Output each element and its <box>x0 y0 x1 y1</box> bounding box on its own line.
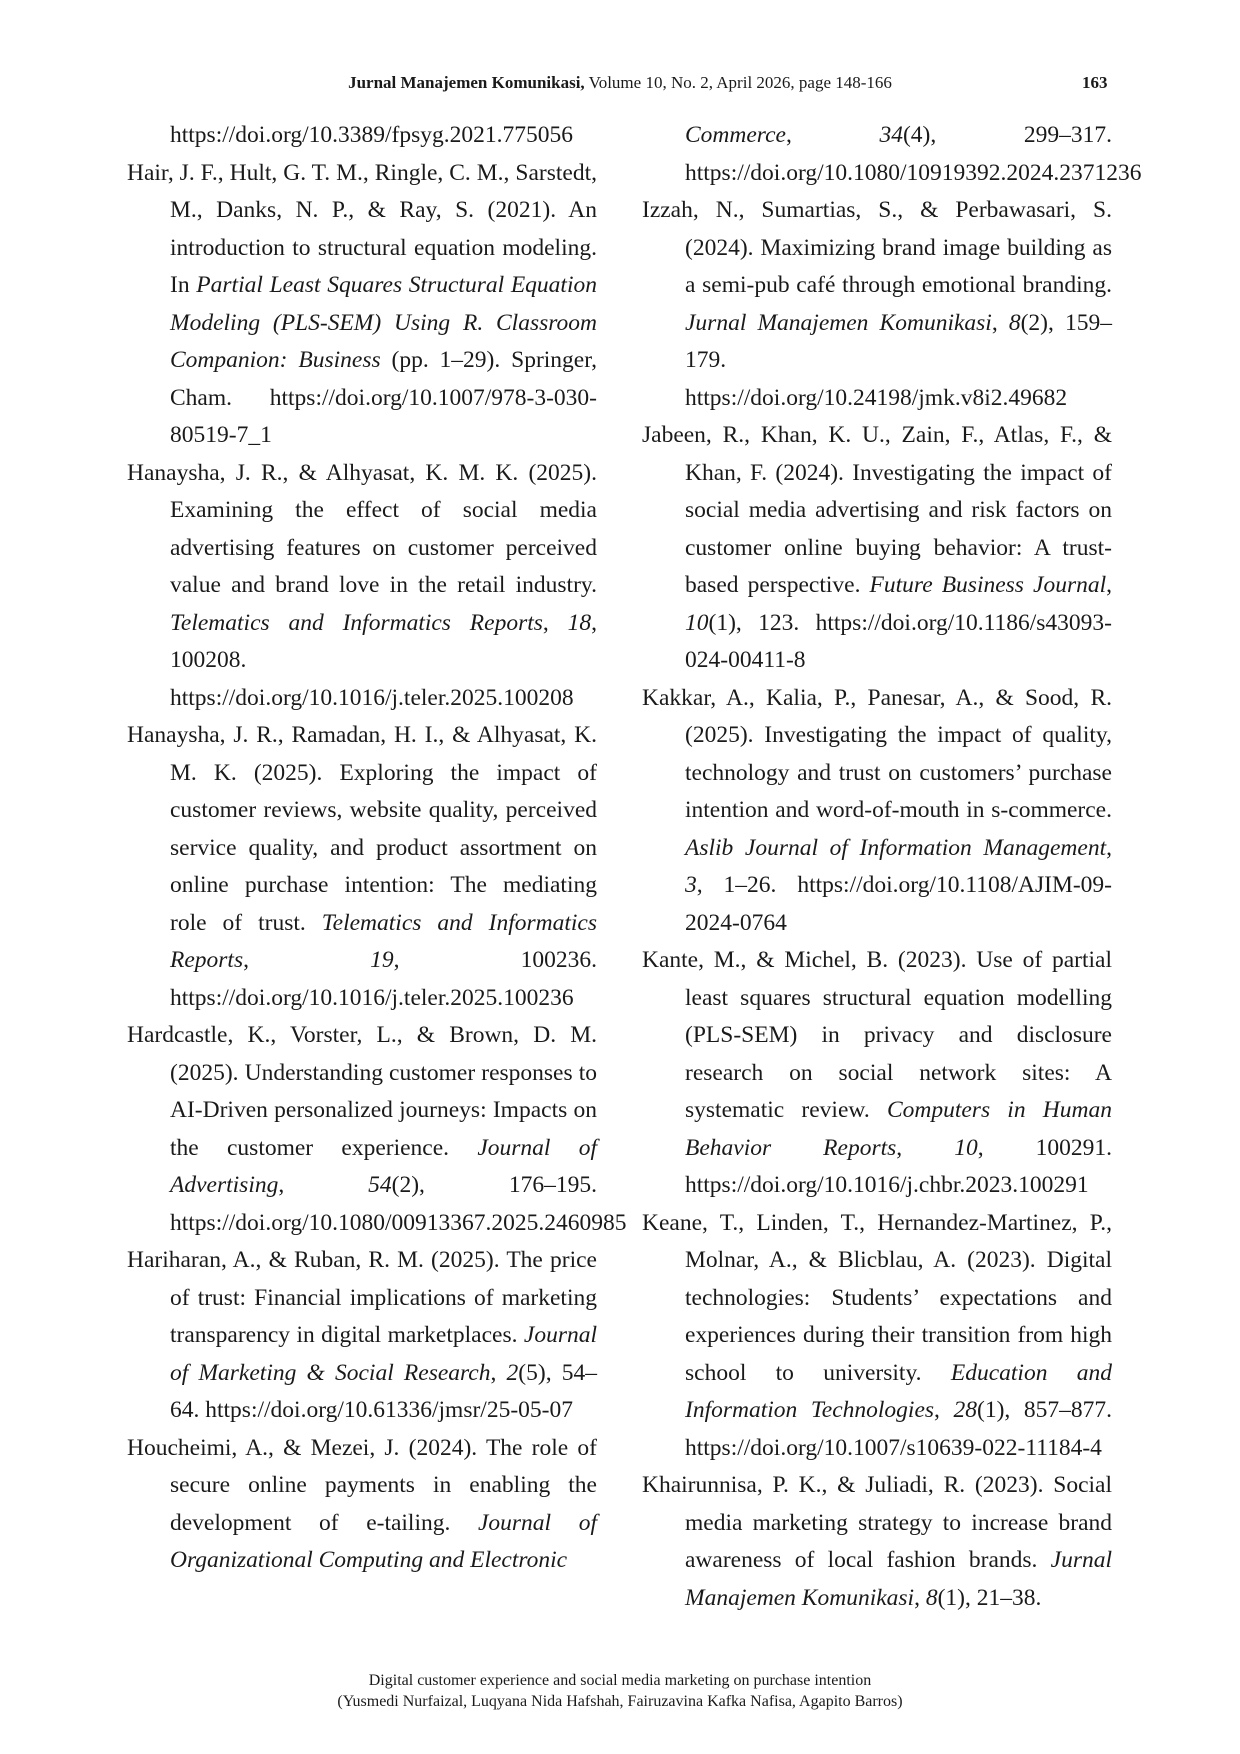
page-number: 163 <box>1082 73 1108 92</box>
reference-text: , <box>490 1359 507 1386</box>
reference-text: , <box>278 1172 369 1198</box>
reference-italic-text: Education and Information Technologies <box>685 1359 1112 1423</box>
reference-entry <box>642 192 1112 417</box>
reference-entry <box>642 1467 1112 1617</box>
reference-text: Izzah, N., Sumartias, S., & Perbawasari, S. (2024). Maximizing brand image building as a semi-pub café through emotional branding. <box>642 197 1112 298</box>
reference-italic-text: Computers in Human Behavior Reports <box>685 1097 1112 1161</box>
reference-entry <box>127 717 597 1017</box>
reference-text: (2), 176–195. https://doi.org/10.1080/00913367.2025.2460985 <box>170 1172 627 1236</box>
reference-text: (1), 857–877. https://doi.org/10.1007/s10639-022-11184-4 <box>685 1397 1112 1461</box>
reference-entry <box>642 942 1112 1205</box>
reference-italic-text: 2 <box>506 1359 519 1386</box>
reference-text: Hanaysha, J. R., Ramadan, H. I., & Alhyasat, K. M. K. (2025). Exploring the impact of customer reviews, website quality, perceived service quality, and product assortment on online purchase intention: The mediating role of trust. <box>127 722 597 936</box>
reference-entry <box>127 155 597 455</box>
reference-text: (1), 123. https://doi.org/10.1186/s43093-024-00411-8 <box>685 609 1112 673</box>
reference-italic-text: Partial Least Squares Structural Equation Modeling (PLS-SEM) Using R. Classroom Companion: Business <box>170 272 597 373</box>
reference-italic-text: 8 <box>1008 309 1021 336</box>
reference-text: (1), 21–38. <box>937 1584 1042 1611</box>
reference-italic-text: Journal of Advertising <box>170 1134 597 1198</box>
reference-text: , <box>991 309 1009 336</box>
reference-text: , <box>1106 572 1112 598</box>
running-footer <box>0 1670 1240 1712</box>
reference-continuation <box>642 117 1142 192</box>
reference-text: , <box>896 1134 955 1161</box>
reference-text: Jabeen, R., Khan, K. U., Zain, F., Atlas, F., & Khan, F. (2024). Investigating the impact of social media advertising and risk factors on customer online buying behavior: A trust-based perspective. <box>642 422 1112 598</box>
journal-citation <box>0 72 1240 94</box>
reference-italic-text: Telematics and Informatics Reports <box>170 909 597 973</box>
reference-text: , <box>785 122 880 148</box>
reference-italic-text: Journal of Marketing & Social Research <box>170 1322 597 1386</box>
reference-text: , 100291. https://doi.org/10.1016/j.chbr.2023.100291 <box>685 1134 1113 1198</box>
reference-text: Hair, J. F., Hult, G. T. M., Ringle, C. M., Sarstedt, M., Danks, N. P., & Ray, S. (2021). An introduction to structural equation modeling. In <box>127 159 597 298</box>
reference-text: Kakkar, A., Kalia, P., Panesar, A., & Sood, R. (2025). Investigating the impact of quality, technology and trust on customers’ purchase intention and word-of-mouth in s-commerce. <box>642 684 1112 823</box>
reference-entry <box>127 1430 597 1580</box>
reference-text: Hardcastle, K., Vorster, L., & Brown, D. M. (2025). Understanding customer responses to AI-Driven personalized journeys: Impacts on the customer experience. <box>127 1022 597 1161</box>
reference-italic-text: Jurnal Manajemen Komunikasi <box>685 309 992 336</box>
reference-italic-text: 19 <box>370 947 394 973</box>
reference-text: , 100236. https://doi.org/10.1016/j.teler.2025.100236 <box>170 947 598 1011</box>
reference-text: , 100208. https://doi.org/10.1016/j.teler.2025.100208 <box>170 609 597 711</box>
reference-text: (pp. 1–29). Springer, Cham. https://doi.org/10.1007/978-3-030-80519-7_1 <box>170 347 597 448</box>
reference-text: (4), 299–317. https://doi.org/10.1080/10919392.2024.2371236 <box>685 122 1142 186</box>
reference-italic-text: Future Business Journal <box>869 572 1107 598</box>
reference-text: Khairunnisa, P. K., & Juliadi, R. (2023). Social media marketing strategy to increase brand awareness of local fashion brands. <box>642 1472 1112 1573</box>
footer-article-title: Digital customer experience and social media marketing on purchase intention <box>368 1672 872 1689</box>
reference-entry <box>127 455 597 718</box>
reference-italic-text: Commerce <box>685 122 786 148</box>
reference-italic-text: 34 <box>879 122 903 148</box>
reference-text: , <box>1106 834 1112 861</box>
reference-text: , <box>243 947 371 973</box>
reference-italic-text: Telematics and Informatics Reports <box>170 609 543 636</box>
reference-italic-text: Aslib Journal of Information Management <box>685 834 1107 861</box>
reference-italic-text: 28 <box>953 1397 977 1423</box>
reference-italic-text: 10 <box>954 1134 978 1161</box>
reference-entry <box>642 1205 1112 1468</box>
reference-text: , <box>934 1397 954 1423</box>
reference-italic-text: 54 <box>368 1172 392 1198</box>
reference-text: Kante, M., & Michel, B. (2023). Use of partial least squares structural equation modelling (PLS-SEM) in privacy and disclosure research on social network sites: A systematic review. <box>642 947 1112 1123</box>
journal-name: Jurnal Manajemen Komunikasi, <box>348 73 585 92</box>
reference-entry <box>127 1017 627 1242</box>
footer-authors: (Yusmedi Nurfaizal, Luqyana Nida Hafshah, Fairuzavina Kafka Nafisa, Agapito Barros) <box>337 1693 903 1710</box>
reference-entry <box>642 417 1112 680</box>
reference-entry <box>127 1242 597 1430</box>
reference-italic-text: 10 <box>685 609 709 636</box>
reference-italic-text: 8 <box>925 1584 938 1611</box>
reference-text: (2), 159–179. https://doi.org/10.24198/jmk.v8i2.49682 <box>685 309 1112 411</box>
reference-text: (5), 54–64. https://doi.org/10.61336/jmsr/25-05-07 <box>170 1359 598 1423</box>
reference-text: , <box>542 609 568 636</box>
reference-entry <box>642 680 1112 943</box>
reference-text: , 1–26. https://doi.org/10.1108/AJIM-09-2024-0764 <box>685 872 1112 936</box>
reference-text: Hariharan, A., & Ruban, R. M. (2025). The price of trust: Financial implications of marketing transparency in digital marketplaces. <box>127 1247 597 1348</box>
references-right-column <box>642 117 1142 1617</box>
reference-italic-text: 3 <box>685 872 697 898</box>
references-left-column <box>127 117 627 1580</box>
reference-italic-text: Jurnal Manajemen Komunikasi <box>685 1547 1112 1611</box>
reference-italic-text: Journal of Organizational Computing and Electronic <box>170 1509 597 1573</box>
reference-italic-text: 18 <box>567 609 592 636</box>
journal-details: Volume 10, No. 2, April 2026, page 148-166 <box>584 73 892 92</box>
reference-text: Keane, T., Linden, T., Hernandez-Martinez, P., Molnar, A., & Blicblau, A. (2023). Digital technologies: Students’ expectations and experiences during their transition from high school to university. <box>642 1209 1112 1386</box>
reference-text: Hanaysha, J. R., & Alhyasat, K. M. K. (2025). Examining the effect of social media advertising features on customer perceived value and brand love in the retail industry. <box>127 459 597 598</box>
reference-text: Houcheimi, A., & Mezei, J. (2024). The role of secure online payments in enabling the development of e-tailing. <box>127 1434 597 1536</box>
reference-text: https://doi.org/10.3389/fpsyg.2021.775056 <box>170 122 573 148</box>
reference-continuation <box>127 117 597 155</box>
reference-text: , <box>914 1584 926 1611</box>
